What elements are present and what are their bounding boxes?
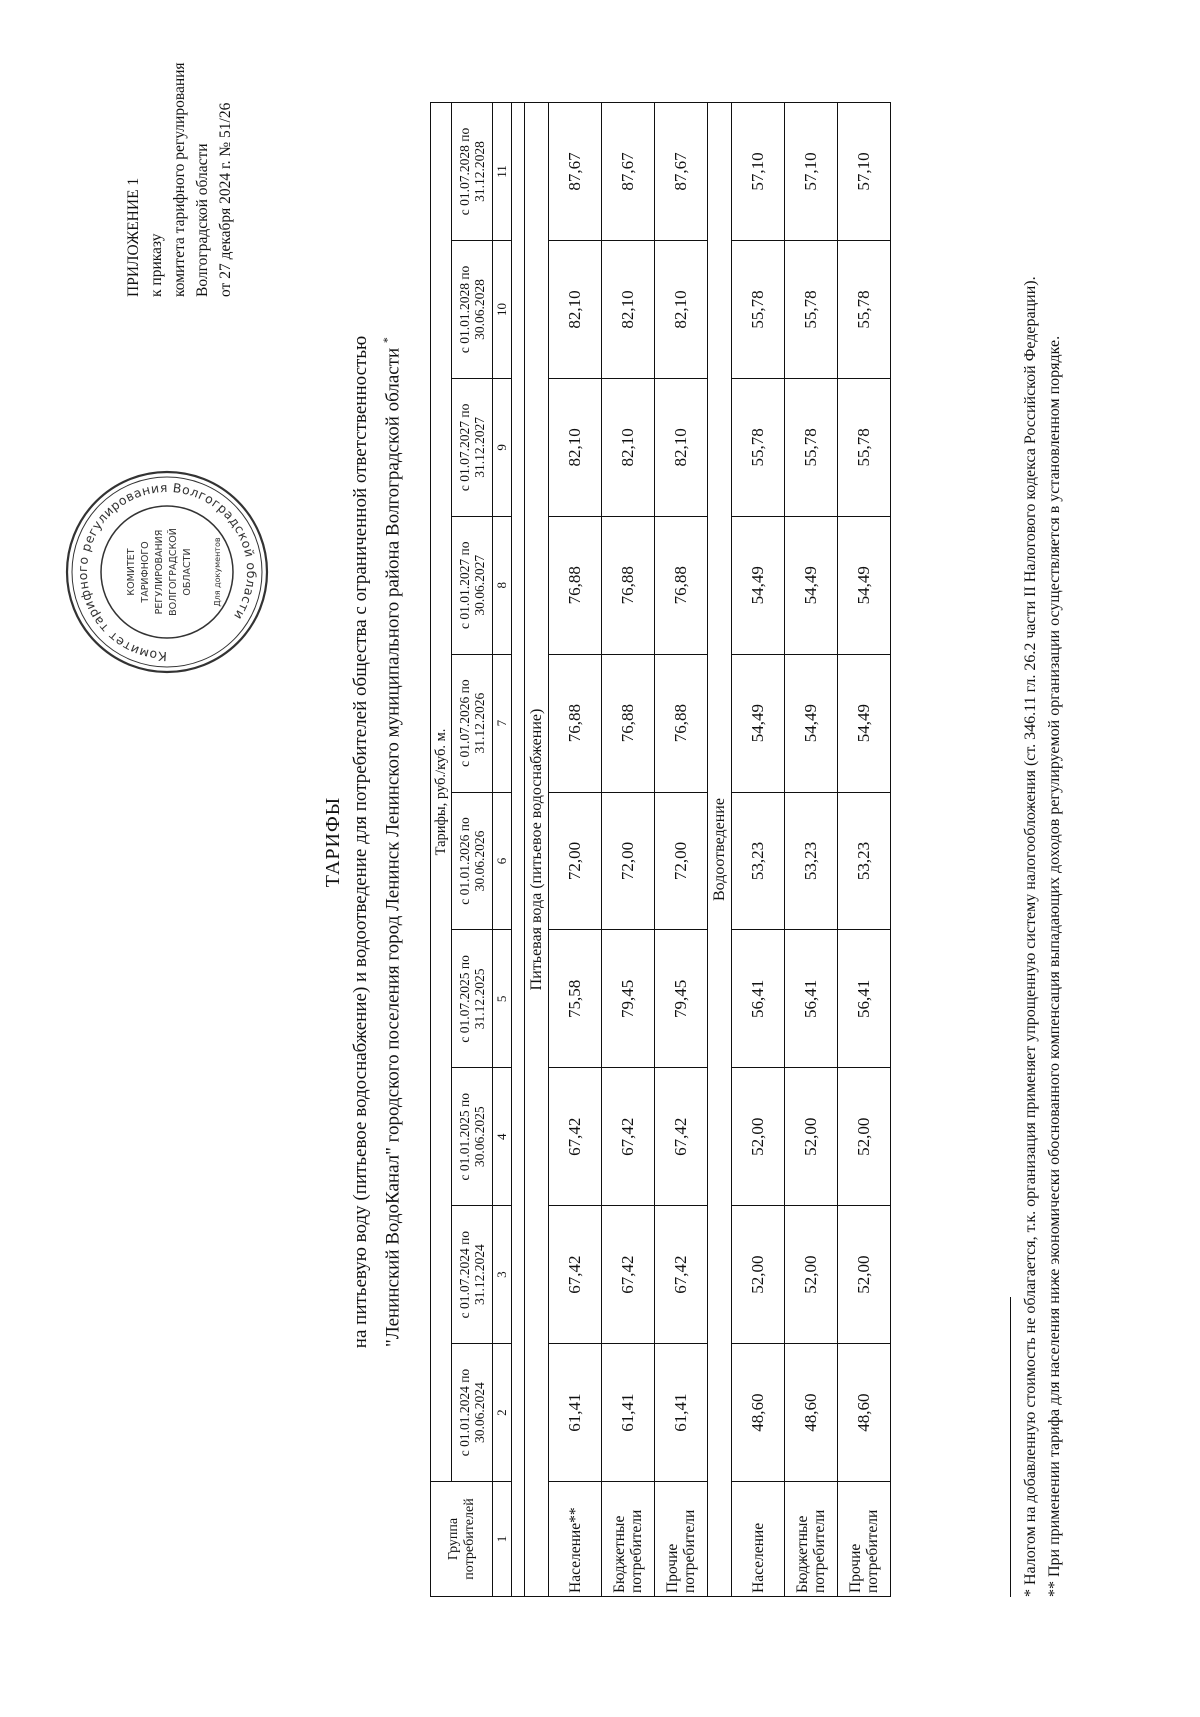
consumer-group: Бюджетные потребители <box>785 1482 838 1597</box>
tariff-value: 82,10 <box>655 378 708 516</box>
tariff-value: 55,78 <box>838 240 891 378</box>
header-row-top <box>431 103 452 1597</box>
tariff-value: 76,88 <box>602 516 655 654</box>
tariff-value: 76,88 <box>655 654 708 792</box>
approval-line-3: Волгоградской области <box>194 143 211 297</box>
section-row <box>708 103 732 1597</box>
section-title: Питьевая вода (питьевое водоснабжение) <box>525 103 549 1597</box>
footnote-1 <box>1019 97 1043 1597</box>
column-number: 5 <box>493 930 512 1068</box>
table-row <box>549 103 602 1597</box>
tariff-value: 56,41 <box>732 930 785 1068</box>
period-header: с 01.07.2027 по 31.12.2027 <box>452 378 493 516</box>
tariff-value: 52,00 <box>732 1068 785 1206</box>
spacer-cell <box>512 103 525 1597</box>
header-row-periods <box>452 103 493 1597</box>
section-row <box>525 103 549 1597</box>
tariff-value: 54,49 <box>732 654 785 792</box>
tariff-value: 56,41 <box>785 930 838 1068</box>
footnote-rule <box>1010 1297 1011 1597</box>
tariff-value: 87,67 <box>655 103 708 241</box>
tariff-value: 82,10 <box>655 240 708 378</box>
tariff-value: 48,60 <box>838 1344 891 1482</box>
tariff-value: 67,42 <box>655 1206 708 1344</box>
period-header: с 01.01.2028 по 30.06.2028 <box>452 240 493 378</box>
approval-line-2: комитета тарифного регулирования <box>171 62 188 297</box>
tariff-value: 82,10 <box>549 378 602 516</box>
tariff-value: 61,41 <box>655 1344 708 1482</box>
tariff-value: 72,00 <box>549 792 602 930</box>
tariff-value: 61,41 <box>549 1344 602 1482</box>
tariff-value: 67,42 <box>549 1068 602 1206</box>
header-row-numbers <box>493 103 512 1597</box>
table-row <box>732 103 785 1597</box>
table-row <box>655 103 708 1597</box>
footnotes <box>1010 97 1067 1597</box>
consumer-group: Прочие потребители <box>655 1482 708 1597</box>
period-header: с 01.07.2025 по 31.12.2025 <box>452 930 493 1068</box>
tariff-value: 54,49 <box>785 516 838 654</box>
period-header: с 01.01.2026 по 30.06.2026 <box>452 792 493 930</box>
period-header: с 01.07.2028 по 31.12.2028 <box>452 103 493 241</box>
consumer-group: Прочие потребители <box>838 1482 891 1597</box>
stamp-center-line: ВОЛГОГРАДСКОЙ <box>168 528 179 616</box>
tariff-value: 67,42 <box>602 1068 655 1206</box>
approval-date: от 27 декабря 2024 г. № 51/26 <box>217 102 234 297</box>
column-number: 6 <box>493 792 512 930</box>
column-number: 7 <box>493 654 512 792</box>
column-number: 2 <box>493 1344 512 1482</box>
tariff-value: 52,00 <box>838 1068 891 1206</box>
footnote-1-text: * Налогом на добавленную стоимость не облагается, т.к. организация применяет упрощенную систему налогообложения (ст. 346.11 гл. 26.2 части II Налогового кодекса Российской Федерации). <box>1022 276 1039 1597</box>
tariff-table <box>430 102 891 1597</box>
svg-text:Комитет тарифного регулировани <box>75 480 259 664</box>
period-header: с 01.01.2024 по 30.06.2024 <box>452 1344 493 1482</box>
period-header: с 01.07.2024 по 31.12.2024 <box>452 1206 493 1344</box>
tariff-value: 52,00 <box>785 1206 838 1344</box>
document-title <box>322 167 406 1517</box>
tariff-value: 54,49 <box>785 654 838 792</box>
tariff-value: 82,10 <box>549 240 602 378</box>
annex-label: ПРИЛОЖЕНИЕ 1 <box>125 177 142 297</box>
column-number: 9 <box>493 378 512 516</box>
stamp-seal <box>62 467 272 677</box>
tariff-value: 75,58 <box>549 930 602 1068</box>
table-row <box>785 103 838 1597</box>
tariff-value: 76,88 <box>549 654 602 792</box>
consumer-group: Население** <box>549 1482 602 1597</box>
tariff-value: 54,49 <box>838 516 891 654</box>
stamp-ring-text: Комитет тарифного регулирования Волгоградской области <box>74 479 260 665</box>
stamp-center-line: КОМИТЕТ <box>126 548 137 596</box>
tariff-value: 79,45 <box>655 930 708 1068</box>
tariff-value: 79,45 <box>602 930 655 1068</box>
column-number: 10 <box>493 240 512 378</box>
tariff-value: 67,42 <box>549 1206 602 1344</box>
column-number: 11 <box>493 103 512 241</box>
tariff-value: 55,78 <box>732 240 785 378</box>
section-title: Водоотведение <box>708 103 732 1597</box>
tariff-value: 53,23 <box>838 792 891 930</box>
tariff-value: 48,60 <box>785 1344 838 1482</box>
table-row <box>602 103 655 1597</box>
tariff-value: 87,67 <box>602 103 655 241</box>
tariff-value: 57,10 <box>732 103 785 241</box>
title-line-1: на питьевую воду (питьевое водоснабжение) и водоотведение для потребителей общества с ограниченной ответственностью <box>350 335 371 1349</box>
tariff-value: 52,00 <box>785 1068 838 1206</box>
stamp-bottom-text: Для документов <box>213 537 222 607</box>
tariff-value: 76,88 <box>549 516 602 654</box>
tariff-value: 55,78 <box>785 240 838 378</box>
group-header: Группа потребителей <box>431 1482 493 1597</box>
title-heading: ТАРИФЫ <box>322 796 344 888</box>
tariff-value: 54,49 <box>732 516 785 654</box>
column-number: 1 <box>493 1482 512 1597</box>
tariff-value: 52,00 <box>732 1206 785 1344</box>
tariff-value: 57,10 <box>785 103 838 241</box>
tariff-value: 55,78 <box>785 378 838 516</box>
tariff-value: 72,00 <box>655 792 708 930</box>
tariff-value: 55,78 <box>838 378 891 516</box>
stamp-center-line: РЕГУЛИРОВАНИЯ <box>154 529 165 615</box>
tariff-value: 76,88 <box>655 516 708 654</box>
period-header: с 01.07.2026 по 31.12.2026 <box>452 654 493 792</box>
tariff-value: 48,60 <box>732 1344 785 1482</box>
tariff-value: 53,23 <box>785 792 838 930</box>
tariff-value: 82,10 <box>602 378 655 516</box>
period-header: с 01.01.2025 по 30.06.2025 <box>452 1068 493 1206</box>
stamp-center-line: ТАРИФНОГО <box>140 541 151 603</box>
tariff-value: 61,41 <box>602 1344 655 1482</box>
tariff-value: 52,00 <box>838 1206 891 1344</box>
period-header: с 01.01.2027 по 30.06.2027 <box>452 516 493 654</box>
tariff-value: 54,49 <box>838 654 891 792</box>
tariff-value: 87,67 <box>549 103 602 241</box>
tariff-value: 82,10 <box>602 240 655 378</box>
tariff-value: 67,42 <box>655 1068 708 1206</box>
tariff-value: 56,41 <box>838 930 891 1068</box>
table-row <box>838 103 891 1597</box>
tariff-header: Тарифы, руб./куб. м. <box>431 103 452 1482</box>
tariff-value: 55,78 <box>732 378 785 516</box>
stamp-center-line: ОБЛАСТИ <box>182 548 193 596</box>
approval-line-1: к приказу <box>148 233 165 297</box>
official-stamp <box>62 467 272 677</box>
title-line-2-text: "Ленинский ВодоКанал" городского поселения город Ленинск Ленинского муниципального района Волгоградской области <box>382 347 404 1347</box>
approval-block <box>122 7 237 297</box>
tariff-value: 67,42 <box>602 1206 655 1344</box>
tariff-value: 53,23 <box>732 792 785 930</box>
tariff-value: 72,00 <box>602 792 655 930</box>
consumer-group: Население <box>732 1482 785 1597</box>
spacer-row <box>512 103 525 1597</box>
tariff-value: 76,88 <box>602 654 655 792</box>
tariff-value: 57,10 <box>838 103 891 241</box>
footnote-mark: * <box>380 337 394 344</box>
footnote-2-text: ** При применении тарифа для населения ниже экономически обоснованного компенсация выпадающих доходов регулируемой организации осуществляется в установленном порядке. <box>1046 335 1063 1597</box>
column-number: 8 <box>493 516 512 654</box>
footnote-2 <box>1043 97 1067 1597</box>
title-line-2 <box>374 167 406 1517</box>
column-number: 4 <box>493 1068 512 1206</box>
consumer-group: Бюджетные потребители <box>602 1482 655 1597</box>
column-number: 3 <box>493 1206 512 1344</box>
